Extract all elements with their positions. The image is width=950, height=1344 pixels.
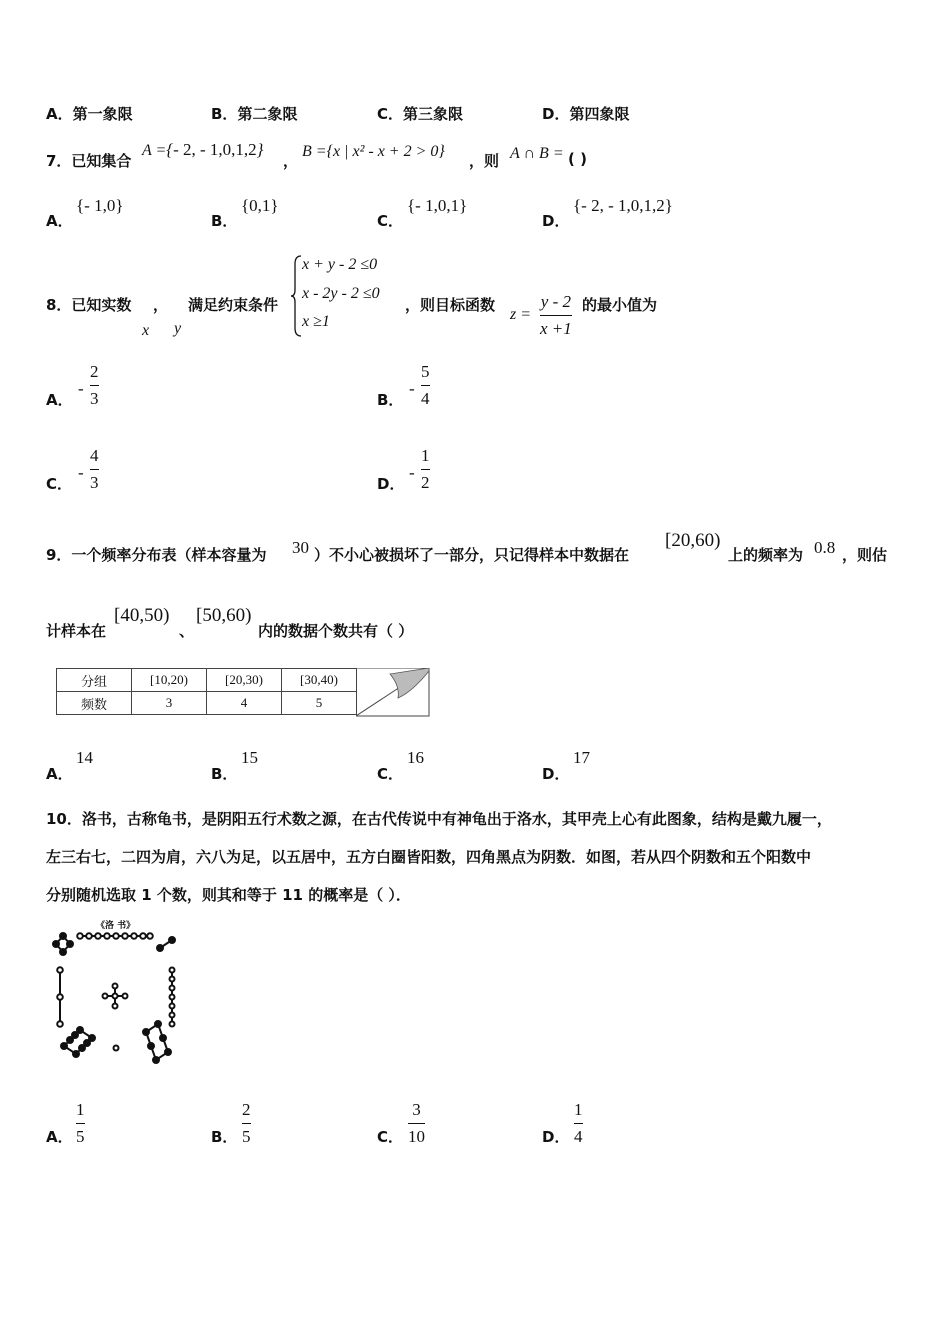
q9-sample-size: 30 bbox=[292, 538, 309, 557]
q9-text-6: 内的数据个数共有（ ） bbox=[258, 622, 414, 640]
q8-option-d-sign: - bbox=[409, 463, 415, 482]
table-cell: [30,40) bbox=[282, 669, 357, 692]
q7-option-b-value: {0,1} bbox=[241, 196, 279, 215]
q7-set-a: A ={- 2, - 1,0,1,2} bbox=[142, 140, 264, 159]
q8-constraint-2: x - 2y - 2 ≤0 bbox=[302, 285, 380, 302]
q10-option-c-fraction: 3 10 bbox=[408, 1100, 425, 1146]
q10-option-a-letter: A． bbox=[46, 1128, 73, 1146]
q7-option-c-value: {- 1,0,1} bbox=[407, 196, 468, 215]
q10-option-b-fraction: 2 5 bbox=[242, 1100, 251, 1146]
q8-then: ，则目标函数 bbox=[405, 296, 496, 314]
q9-option-c-value: 16 bbox=[407, 748, 424, 767]
q8-var-y: y bbox=[174, 320, 182, 337]
q9-text-2: ）不小心被损坏了一部分，只记得样本中数据在 bbox=[314, 546, 630, 564]
q7-option-a-value: {- 1,0} bbox=[76, 196, 124, 215]
q9-text-3: 上的频率为 bbox=[728, 546, 804, 564]
q7-option-a-letter: A． bbox=[46, 212, 73, 230]
q9-option-b-value: 15 bbox=[241, 748, 258, 767]
q9-frequency: 0.8 bbox=[814, 538, 836, 557]
luoshu-figure-title: 《洛 书》 bbox=[96, 921, 136, 931]
q8-option-b-fraction: 5 4 bbox=[421, 362, 430, 408]
q10-option-b-letter: B． bbox=[211, 1128, 238, 1146]
q9-separator: 、 bbox=[179, 622, 195, 640]
q9-interval-2: [50,60) bbox=[196, 605, 252, 626]
q10-option-d-letter: D． bbox=[542, 1128, 570, 1146]
table-row bbox=[57, 692, 357, 715]
q10-option-a-fraction: 1 5 bbox=[76, 1100, 85, 1146]
q8-objective-fraction: y - 2 x +1 bbox=[540, 292, 572, 338]
q10-option-c-letter: C． bbox=[377, 1128, 404, 1146]
table-row bbox=[57, 669, 357, 692]
q8-option-c-letter: C． bbox=[46, 475, 73, 493]
q10-option-d-fraction: 1 4 bbox=[574, 1100, 583, 1146]
q6-option-c: C．第三象限 bbox=[377, 105, 464, 123]
q8-option-d-letter: D． bbox=[377, 475, 405, 493]
q7-answer-paren: ( ) bbox=[568, 150, 587, 168]
q8-var-x: x bbox=[142, 322, 150, 339]
table-cell: [10,20) bbox=[132, 669, 207, 692]
q10-text-1: 10．洛书，古称龟书，是阴阳五行术数之源，在古代传说中有神龟出于洛水，其甲壳上心有此图象，结构是戴九履一， bbox=[46, 810, 832, 828]
q7-prefix: 7．已知集合 bbox=[46, 152, 132, 170]
q9-option-c-letter: C． bbox=[377, 765, 404, 783]
q8-option-b-letter: B． bbox=[377, 391, 404, 409]
q9-text-1: 9．一个频率分布表（样本容量为 bbox=[46, 546, 267, 564]
torn-corner-graphic bbox=[356, 668, 432, 718]
q8-option-a-fraction: 2 3 bbox=[90, 362, 99, 408]
q6-option-d: D．第四象限 bbox=[542, 105, 630, 123]
q7-option-d-letter: D． bbox=[542, 212, 570, 230]
q9-text-5: 计样本在 bbox=[46, 622, 107, 640]
q8-option-a-sign: - bbox=[78, 379, 84, 398]
q10-text-2: 左三右七，二四为肩，六八为足，以五居中，五方白圈皆阳数，四角黑点为阴数．如图，若从四个阴数和五个阳数中 bbox=[46, 848, 812, 866]
q7-option-d-value: {- 2, - 1,0,1,2} bbox=[573, 196, 673, 215]
q7-comma: ， bbox=[283, 152, 299, 170]
q8-option-c-fraction: 4 3 bbox=[90, 446, 99, 492]
q8-comma: ， bbox=[153, 296, 169, 314]
table-cell: 频数 bbox=[57, 692, 132, 715]
q7-option-c-letter: C． bbox=[377, 212, 404, 230]
q8-z: z = bbox=[510, 306, 532, 323]
table-cell: 3 bbox=[132, 692, 207, 715]
luoshu-diagram bbox=[48, 928, 188, 1068]
q8-option-d-fraction: 1 2 bbox=[421, 446, 430, 492]
q9-interval: [20,60) bbox=[665, 530, 721, 551]
q8-suffix: 的最小值为 bbox=[582, 296, 658, 314]
q8-option-c-sign: - bbox=[78, 463, 84, 482]
q9-option-a-letter: A． bbox=[46, 765, 73, 783]
q8-condition-label: 满足约束条件 bbox=[188, 296, 279, 314]
q9-option-d-value: 17 bbox=[573, 748, 590, 767]
table-cell: 4 bbox=[207, 692, 282, 715]
q6-option-a: A．第一象限 bbox=[46, 105, 133, 123]
q8-option-a-letter: A． bbox=[46, 391, 73, 409]
q7-option-b-letter: B． bbox=[211, 212, 238, 230]
q9-frequency-table bbox=[56, 668, 357, 715]
q9-text-4: ，则估 bbox=[842, 546, 888, 564]
q9-option-b-letter: B． bbox=[211, 765, 238, 783]
q9-option-d-letter: D． bbox=[542, 765, 570, 783]
q8-option-b-sign: - bbox=[409, 379, 415, 398]
q7-then: ，则 bbox=[469, 152, 500, 170]
table-cell: [20,30) bbox=[207, 669, 282, 692]
table-cell: 分组 bbox=[57, 669, 132, 692]
q8-constraint-3: x ≥1 bbox=[302, 313, 330, 330]
q8-prefix: 8．已知实数 bbox=[46, 296, 132, 314]
q8-constraint-1: x + y - 2 ≤0 bbox=[302, 256, 378, 273]
q9-option-a-value: 14 bbox=[76, 748, 93, 767]
q7-intersection: A ∩ B = bbox=[510, 145, 564, 162]
table-cell: 5 bbox=[282, 692, 357, 715]
q6-option-b: B．第二象限 bbox=[211, 105, 298, 123]
q9-interval-1: [40,50) bbox=[114, 605, 170, 626]
q10-text-3: 分别随机选取 1 个数，则其和等于 11 的概率是（ ）． bbox=[46, 886, 411, 904]
q7-set-b: B ={x | x² - x + 2 > 0} bbox=[302, 143, 445, 160]
